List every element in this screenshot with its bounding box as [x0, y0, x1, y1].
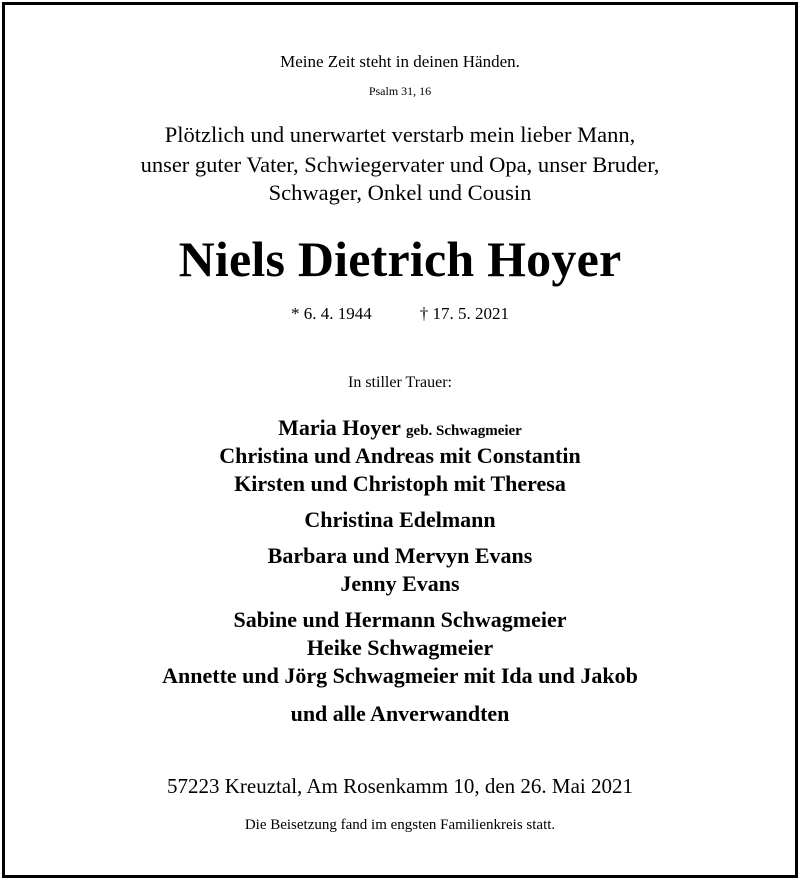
mourner-relatives: und alle Anverwandten [290, 701, 510, 726]
mourner-line: Heike Schwagmeier [306, 635, 494, 660]
death-date: † 17. 5. 2021 [419, 304, 509, 323]
widow-maiden-name: geb. Schwagmeier [406, 423, 522, 439]
burial-note: Die Beisetzung fand im engsten Familienkreis statt. [244, 817, 556, 833]
mourner-widow [0, 417, 800, 439]
intro-line-1: Plötzlich und unerwartet verstarb mein lieber Mann, [164, 122, 636, 147]
deceased-name: Niels Dietrich Hoyer [178, 231, 622, 287]
mourner-line: Barbara und Mervyn Evans [267, 543, 533, 568]
widow-name: Maria Hoyer [278, 415, 401, 440]
life-dates [0, 305, 800, 322]
mourner-line: Sabine und Hermann Schwagmeier [233, 607, 567, 632]
birth-date: * 6. 4. 1944 [291, 304, 372, 323]
mourner-line: Christina und Andreas mit Constantin [219, 443, 581, 468]
mourner-line: Kirsten und Christoph mit Theresa [234, 471, 566, 496]
mourner-line: Annette und Jörg Schwagmeier mit Ida und Jakob [162, 663, 638, 688]
mourner-line: Christina Edelmann [304, 507, 496, 532]
psalm-reference: Psalm 31, 16 [368, 84, 432, 98]
address-and-date: 57223 Kreuztal, Am Rosenkamm 10, den 26. Mai 2021 [166, 774, 634, 798]
intro-line-2: unser guter Vater, Schwiegervater und Opa, unser Bruder, [140, 152, 660, 177]
mourner-line: Jenny Evans [340, 571, 460, 596]
intro-line-3: Schwager, Onkel und Cousin [268, 180, 532, 205]
motto-verse: Meine Zeit steht in deinen Händen. [280, 52, 520, 71]
mourning-label: In stiller Trauer: [348, 374, 452, 391]
